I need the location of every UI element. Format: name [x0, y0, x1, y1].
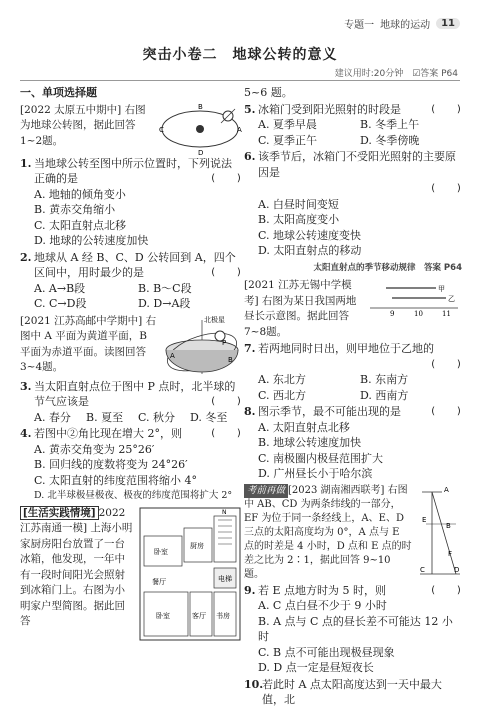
- option[interactable]: D. 广州昼长小于哈尔滨: [258, 467, 373, 480]
- topic-label: 地球的运动: [380, 20, 431, 31]
- option[interactable]: D. D 点一定是昼短夜长: [258, 661, 374, 674]
- option[interactable]: D. 西南方: [360, 388, 409, 402]
- option[interactable]: C. B 点不可能出现极昼现象: [258, 645, 395, 659]
- room-kitchen: 厨房: [190, 541, 204, 550]
- question-4: 4. 若图中②角比现在增大 2°，则 ( ): [20, 427, 242, 440]
- room-dining: 餐厅: [152, 577, 166, 586]
- intro-7-8: [2021 江苏无锡中学模考] 右图为某日我国两地昼长示意图。据此回答7~8题。: [244, 279, 357, 338]
- option[interactable]: A. 黄赤交角变为 25°26′: [34, 442, 155, 456]
- block-q1-2: [20, 103, 242, 155]
- left-column: [20, 85, 242, 642]
- tick-10: 10: [414, 310, 423, 318]
- option[interactable]: D. 太阳直射点的移动: [258, 244, 362, 257]
- svg-text:E: E: [422, 515, 427, 524]
- svg-text:F: F: [448, 549, 453, 558]
- option[interactable]: A. C 点白昼不少于 9 小时: [258, 599, 387, 612]
- answer-blank[interactable]: ( ): [429, 406, 462, 417]
- time-and-answer: 建议用时:20分钟 ☑答案 P64: [334, 69, 458, 79]
- floorplan-figure: [138, 506, 242, 642]
- svg-text:C: C: [420, 565, 425, 574]
- continuation: 5~6 题。: [244, 86, 293, 99]
- question-7: 7. 若两地同时日出，则甲地位于乙地的 ( ): [244, 341, 462, 372]
- label-yi: 乙: [448, 295, 455, 303]
- answer-blank[interactable]: ( ): [209, 396, 242, 407]
- option[interactable]: B. B～C段: [138, 281, 192, 295]
- option[interactable]: C. 西北方: [258, 388, 307, 402]
- svg-text:B: B: [228, 355, 233, 364]
- option[interactable]: A. A→B段: [34, 281, 86, 295]
- tick-11: 11: [442, 310, 451, 318]
- option[interactable]: A. 春分: [34, 410, 71, 424]
- section-strip: 太阳直射点的季节移动规律 答案 P64: [313, 262, 462, 273]
- option[interactable]: A. 地轴的倾角变小: [34, 187, 126, 201]
- intro-5-6: [生活实践情境] 2022 江苏南通一模] 上海小明家厨房阳台放置了一台冰箱，他发现，一年中有一段时间阳光会照射到冰箱门上。右图为小明家户型简图。据此回答: [20, 506, 133, 627]
- option[interactable]: A. 夏季早晨: [258, 118, 317, 131]
- option[interactable]: D. D→A段: [138, 297, 191, 310]
- block-q9-10: [244, 484, 462, 582]
- svg-text:A: A: [237, 125, 242, 134]
- option[interactable]: B. 冬季上午: [360, 118, 420, 131]
- svg-text:B: B: [198, 102, 203, 111]
- polaris-label: 北极星: [204, 315, 225, 324]
- life-tag: [生活实践情境]: [20, 506, 99, 520]
- intro-9-10: 考前再做 [2023 湖南湘西联考] 右图中 AB、CD 为两条纬线的一部分，EF 为位于同一条经线上，A、E、D 三点的太阳高度均为 0°，A 点与 E 点的时差是 4 小时，D 点和 E 点的时差之比为 2∶1，据此回答 9~10 题。: [244, 484, 412, 580]
- question-9: 9. 若 E 点地方时为 5 时，则 ( ): [244, 583, 462, 597]
- option[interactable]: A. 白昼时间变短: [258, 197, 339, 211]
- question-10: 10. 若此时 A 点太阳高度达到一天中最大值，北: [244, 677, 442, 706]
- answer-blank-row: [244, 180, 462, 197]
- svg-text:B: B: [446, 521, 451, 530]
- page-title: 突击小卷二 地球公转的意义: [142, 47, 338, 63]
- answer-blank[interactable]: ( ): [429, 584, 462, 596]
- answer-blank[interactable]: ( ): [209, 267, 242, 278]
- answer-blank[interactable]: ( ): [429, 183, 462, 194]
- divider: [20, 80, 460, 81]
- room-hall: 客厅: [192, 611, 206, 620]
- options-grid: [244, 372, 462, 403]
- label-jia: 甲: [438, 285, 445, 293]
- block-q3-4: [20, 314, 242, 378]
- question-1: 1. 当地球公转至图中所示位置时，下列说法正确的是 ( ): [20, 156, 242, 185]
- tick-9: 9: [390, 310, 395, 318]
- option[interactable]: C. 秋分: [138, 410, 176, 424]
- option[interactable]: B. 太阳高度变小: [258, 213, 340, 226]
- orbit-figure: [158, 103, 242, 155]
- question-5: 5. 冰箱门受到阳光照射的时段是 ( ): [244, 102, 462, 116]
- latitude-figure: [416, 484, 462, 580]
- option[interactable]: C. 南极圈内极昼范围扩大: [258, 451, 384, 465]
- option[interactable]: C. 地球公转速度变快: [258, 228, 362, 242]
- exam-tag: 考前再做: [244, 484, 288, 498]
- plane-figure: [162, 314, 242, 378]
- option[interactable]: B. 黄赤交角缩小: [34, 203, 116, 216]
- options-grid: [20, 281, 242, 312]
- room-bedroom: 卧室: [156, 611, 170, 620]
- question-3: 3. 当太阳直射点位于图中 P 点时，北半球的节气应该是 ( ): [20, 379, 242, 408]
- svg-text:A: A: [170, 351, 175, 360]
- answer-blank[interactable]: ( ): [209, 173, 242, 184]
- option[interactable]: C. 夏季正午: [258, 133, 318, 147]
- question-8: 8. 图示季节，最不可能出现的是 ( ): [244, 405, 462, 418]
- answer-blank[interactable]: ( ): [209, 428, 242, 439]
- option[interactable]: C. 太阳直射的纬度范围将缩小 4°: [34, 473, 198, 487]
- option[interactable]: D. 地球的公转速度加快: [34, 234, 149, 247]
- question-6: 6. 该季节后，冰箱门不受阳光照射的主要原因是: [244, 150, 456, 179]
- option[interactable]: D. 北半球极昼极夜、极夜的纬度范围将扩大 2°: [34, 490, 233, 501]
- daylength-figure: [366, 278, 462, 318]
- svg-text:N: N: [222, 508, 227, 516]
- right-column: [244, 85, 462, 708]
- option[interactable]: B. 东南方: [360, 373, 409, 386]
- option[interactable]: D. 冬季傍晚: [360, 133, 420, 147]
- answer-blank[interactable]: ( ): [429, 103, 462, 115]
- answer-blank[interactable]: ( ): [429, 358, 462, 370]
- block-q5-6: [20, 506, 242, 642]
- page-number: 11: [436, 18, 460, 29]
- svg-text:P: P: [222, 338, 227, 347]
- option[interactable]: C. C→D段: [34, 297, 87, 310]
- option[interactable]: C. 太阳直射点北移: [34, 218, 127, 232]
- room-elevator: 电梯: [218, 574, 232, 583]
- intro-3-4: [2021 江苏高邮中学期中] 右图中 A 平面为黄道平面，B 平面为赤道平面。读图回答3~4题。: [20, 314, 157, 373]
- room-study: 书房: [216, 611, 230, 620]
- intro-1-2: [2022 太原五中期中] 右图为地球公转图，据此回答1~2题。: [20, 103, 146, 147]
- option[interactable]: B. A 点与 C 点的昼长差不可能达 12 小时: [258, 614, 453, 643]
- option[interactable]: A. 东北方: [258, 373, 306, 386]
- svg-text:D: D: [454, 565, 460, 574]
- option[interactable]: B. 夏至: [86, 410, 124, 424]
- block-q7-8: [244, 278, 462, 340]
- svg-text:C: C: [159, 125, 164, 134]
- svg-text:D: D: [198, 148, 204, 157]
- svg-text:A: A: [444, 485, 449, 494]
- options-row: [20, 410, 242, 426]
- option[interactable]: B. 回归线的度数将变为 24°26′: [34, 458, 188, 471]
- option[interactable]: A. 太阳直射点北移: [258, 420, 350, 434]
- room-living: 卧室: [154, 547, 168, 556]
- option[interactable]: B. 地球公转速度加快: [258, 436, 362, 449]
- options-grid: [244, 117, 462, 148]
- option[interactable]: D. 冬至: [190, 410, 228, 424]
- question-2: 2. 地球从 A 经 B、C、D 公转回到 A，四个区间中，用时最少的是 ( ): [20, 250, 242, 279]
- section-label: 专题一: [344, 20, 375, 31]
- section-heading: 一、单项选择题: [20, 86, 97, 99]
- page-header: [344, 16, 460, 31]
